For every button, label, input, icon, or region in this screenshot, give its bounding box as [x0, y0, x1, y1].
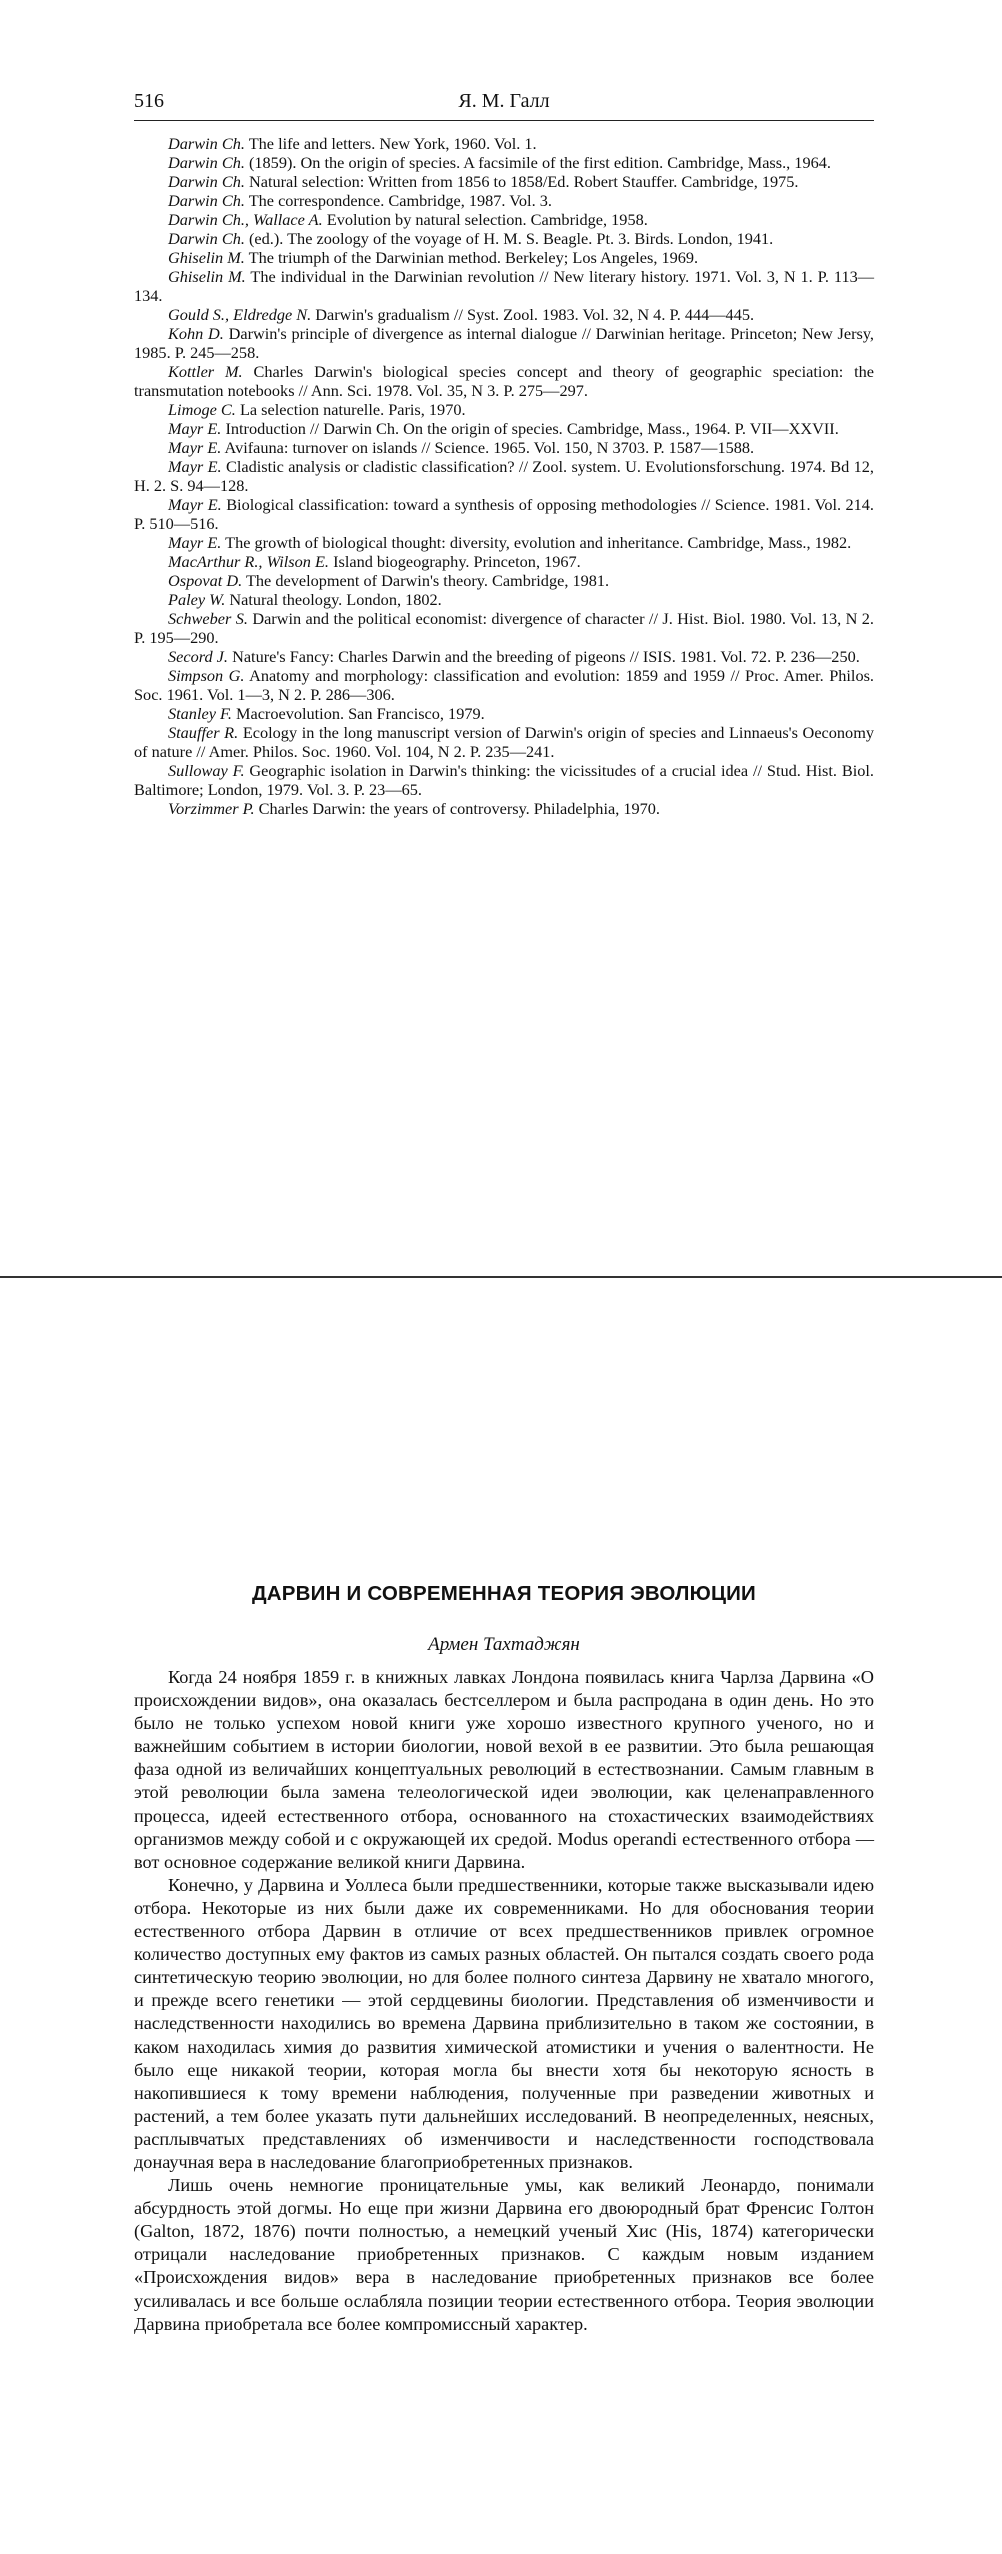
- reference-text: The individual in the Darwinian revolution // New literary history. 1971. Vol. 3, N 1. P. 113—134.: [134, 267, 875, 305]
- reference-author: Vorzimmer P.: [168, 799, 255, 818]
- reference-text: The triumph of the Darwinian method. Berkeley; Los Angeles, 1969.: [248, 248, 699, 267]
- reference-entry: [134, 590, 874, 609]
- reference-text: Darwin's principle of divergence as internal dialogue // Darwinian heritage. Princeton; New Jersy, 1985. P. 245—258.: [134, 324, 874, 362]
- reference-author: Mayr E.: [168, 457, 222, 476]
- reference-entry: [134, 324, 874, 362]
- reference-author: Darwin Ch., Wallace A.: [168, 210, 323, 229]
- reference-text: Cladistic analysis or cladistic classification? // Zool. system. U. Evolutionsforschung. 1974. Bd 12, H. 2. S. 94—128.: [134, 457, 874, 495]
- reference-text: Charles Darwin's biological species concept and theory of geographic speciation: the transmutation notebooks // Ann. Sci. 1978. Vol. 35, N 3. P. 275—297.: [134, 362, 874, 400]
- reference-text: Introduction // Darwin Ch. On the origin of species. Cambridge, Mass., 1964. P. VII—XXVII.: [225, 419, 839, 438]
- reference-author: Schweber S.: [168, 609, 248, 628]
- reference-text: Ecology in the long manuscript version of Darwin's origin of species and Linnaeus's Oeconomy of nature // Amer. Philos. Soc. 1960. Vol. 104, N 2. P. 235—241.: [134, 723, 874, 761]
- article-paragraph: Конечно, у Дарвина и Уоллеса были предшественники, которые также высказывали идею отбора. Некоторые из них были даже их современниками. Но для обоснования теории естественного отбора Дарвин в отличие от всех предшественников привлек огромное количество доступных ему фактов из самых разных областей. Он пытался создать своего рода синтетическую теорию эволюции, но для более полного синтеза Дарвину не хватало многого, и прежде всего генетики — этой сердцевины биологии. Представления об изменчивости и наследственности находились во времена Дарвина приблизительно в таком же состоянии, в каком находилась химия до развития химической атомистики и учения о валентности. Не было еще никакой теории, которая могла бы внести хотя бы некоторую ясность в накопившиеся к тому времени наблюдения, полученные при разведении животных и растений, а тем более указать пути дальнейших исследований. В неопределенных, неясных, расплывчатых представлениях об изменчивости и наследственности господствовала донаучная вера в наследование благоприобретенных признаков.: [134, 1874, 874, 2172]
- reference-entry: [134, 400, 874, 419]
- reference-author: Kohn D.: [168, 324, 224, 343]
- reference-author: Ghiselin M.: [168, 248, 245, 267]
- reference-author: Secord J.: [168, 647, 228, 666]
- article-author: Армен Тахтаджян: [428, 1634, 580, 1655]
- reference-text: Evolution by natural selection. Cambridge, 1958.: [326, 210, 648, 229]
- reference-entry: [134, 248, 874, 267]
- reference-text: Nature's Fancy: Charles Darwin and the breeding of pigeons // ISIS. 1981. Vol. 72. P. 236—250.: [232, 647, 860, 666]
- reference-text: Avifauna: turnover on islands // Science. 1965. Vol. 150, N 3703. P. 1587—1588.: [224, 438, 755, 457]
- reference-entry: [134, 647, 874, 666]
- reference-author: Darwin Ch.: [168, 172, 245, 191]
- reference-entry: [134, 210, 874, 229]
- reference-entry: [134, 723, 874, 761]
- reference-entry: [134, 704, 874, 723]
- reference-author: Mayr E.: [168, 419, 222, 438]
- reference-author: Paley W.: [168, 590, 226, 609]
- reference-entry: [134, 267, 874, 305]
- reference-author: Stanley F.: [168, 704, 232, 723]
- reference-text: La selection naturelle. Paris, 1970.: [239, 400, 466, 419]
- reference-author: Simpson G.: [168, 666, 245, 685]
- reference-author: Mayr E.: [168, 533, 222, 552]
- reference-entry: [134, 609, 874, 647]
- reference-entry: [134, 305, 874, 324]
- reference-author: Kottler M.: [168, 362, 243, 381]
- article-title: ДАРВИН И СОВРЕМЕННАЯ ТЕОРИЯ ЭВОЛЮЦИИ: [252, 1582, 756, 1605]
- reference-text: The growth of biological thought: diversity, evolution and inheritance. Cambridge, Mass., 1982.: [225, 533, 852, 552]
- reference-author: Darwin Ch.: [168, 229, 245, 248]
- reference-entry: [134, 666, 874, 704]
- reference-author: Gould S., Eldredge N.: [168, 305, 312, 324]
- reference-text: The life and letters. New York, 1960. Vol. 1.: [248, 134, 537, 153]
- page-top: [0, 0, 1002, 1276]
- reference-text: Natural theology. London, 1802.: [229, 590, 442, 609]
- reference-author: Ospovat D.: [168, 571, 243, 590]
- reference-entry: [134, 438, 874, 457]
- reference-entry: [134, 457, 874, 495]
- reference-text: Natural selection: Written from 1856 to 1858/Ed. Robert Stauffer. Cambridge, 1975.: [248, 172, 799, 191]
- reference-entry: [134, 761, 874, 799]
- reference-text: Darwin's gradualism // Syst. Zool. 1983. Vol. 32, N 4. P. 444—445.: [315, 305, 755, 324]
- reference-author: Stauffer R.: [168, 723, 239, 742]
- reference-text: Island biogeography. Princeton, 1967.: [333, 552, 581, 571]
- reference-entry: [134, 153, 874, 172]
- reference-entry: [134, 533, 874, 552]
- reference-entry: [134, 191, 874, 210]
- reference-author: Darwin Ch.: [168, 191, 245, 210]
- reference-entry: [134, 172, 874, 191]
- reference-entry: [134, 799, 874, 818]
- running-head: [134, 90, 874, 121]
- reference-entry: [134, 134, 874, 153]
- reference-author: Limoge C.: [168, 400, 236, 419]
- reference-author: Ghiselin M.: [168, 267, 246, 286]
- reference-list: [134, 134, 874, 818]
- article-body: [134, 1666, 874, 2336]
- reference-author: Darwin Ch.: [168, 134, 245, 153]
- reference-text: Anatomy and morphology: classification and evolution: 1859 and 1959 // Proc. Amer. Philos. Soc. 1961. Vol. 1—3, N 2. P. 286—306.: [134, 666, 875, 704]
- reference-author: Sulloway F.: [168, 761, 245, 780]
- reference-text: The correspondence. Cambridge, 1987. Vol. 3.: [248, 191, 552, 210]
- reference-author: Mayr E.: [168, 495, 222, 514]
- reference-author: Mayr E.: [168, 438, 222, 457]
- reference-entry: [134, 419, 874, 438]
- reference-author: MacArthur R., Wilson E.: [168, 552, 329, 571]
- article-paragraph: Когда 24 ноября 1859 г. в книжных лавках Лондона появилась книга Чарлза Дарвина «О происхождении видов», она оказалась бестселлером и была распродана в один день. Но это было не только успехом новой книги уже хорошо известного крупного ученого, но и важнейшим событием в истории биологии, новой вехой в ее развитии. Это была решающая фаза одной из величайших концептуальных революций в естествознании. Самым главным в этой революции была замена телеологической идеи эволюции, как целенаправленного процесса, идеей естественного отбора, основанного на стохастических взаимодействиях организмов между собой и с окружающей их средой. Modus operandi естественного отбора — вот основное содержание великой книги Дарвина.: [134, 1667, 874, 1872]
- reference-entry: [134, 571, 874, 590]
- reference-author: Darwin Ch.: [168, 153, 245, 172]
- reference-entry: [134, 552, 874, 571]
- running-title: Я. М. Галл: [458, 90, 550, 112]
- reference-text: (ed.). The zoology of the voyage of H. M. S. Beagle. Pt. 3. Birds. London, 1941.: [248, 229, 774, 248]
- reference-text: Darwin and the political economist: divergence of character // J. Hist. Biol. 1980. Vol. 13, N 2. P. 195—290.: [134, 609, 874, 647]
- article-paragraph: Лишь очень немногие проницательные умы, как великий Леонардо, понимали абсурдность этой догмы. Но еще при жизни Дарвина его двоюродный брат Френсис Голтон (Galton, 1872, 1876) почти полностью, а немецкий ученый Хис (His, 1874) категорически отрицали наследование приобретенных признаков. С каждым новым изданием «Происхождения видов» вера в наследование приобретенных признаков все более усиливалась и все больше ослабляла позиции теории естественного отбора. Теория эволюции Дарвина приобретала все более компромиссный характер.: [134, 2175, 874, 2334]
- reference-text: (1859). On the origin of species. A facsimile of the first edition. Cambridge, Mass., 1964.: [248, 153, 831, 172]
- reference-entry: [134, 229, 874, 248]
- reference-text: Macroevolution. San Francisco, 1979.: [236, 704, 485, 723]
- reference-text: Geographic isolation in Darwin's thinking: the vicissitudes of a crucial idea // Stud. Hist. Biol. Baltimore; London, 1979. Vol. 3. P. 23—65.: [134, 761, 874, 799]
- reference-text: The development of Darwin's theory. Cambridge, 1981.: [245, 571, 610, 590]
- reference-entry: [134, 362, 874, 400]
- reference-text: Biological classification: toward a synthesis of opposing methodologies // Science. 1981. Vol. 214. P. 510—516.: [134, 495, 874, 533]
- page-number: 516: [134, 90, 164, 112]
- reference-entry: [134, 495, 874, 533]
- reference-text: Charles Darwin: the years of controversy. Philadelphia, 1970.: [258, 799, 660, 818]
